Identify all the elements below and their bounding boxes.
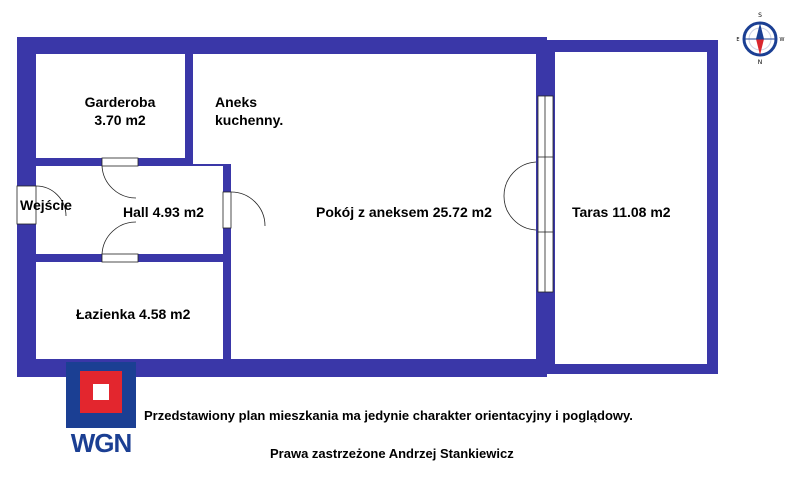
pokoj-label: Pokój z aneksem 25.72 m2: [316, 204, 492, 220]
compass-icon: [734, 8, 786, 66]
logo-text: WGN: [70, 428, 132, 458]
lazienka-label: Łazienka 4.58 m2: [76, 306, 191, 322]
garderoba-area: 3.70 m2: [94, 112, 146, 128]
balcony-window: [538, 96, 553, 292]
copyright-text: Prawa zastrzeżone Andrzej Stankiewicz: [270, 446, 514, 461]
hall-label: Hall 4.93 m2: [123, 204, 204, 220]
compass-north: N: [757, 59, 763, 66]
garderoba-name: Garderoba: [84, 94, 156, 110]
wgn-logo: [66, 362, 136, 458]
taras-label: Taras 11.08 m2: [572, 204, 671, 220]
disclaimer-text: Przedstawiony plan mieszkania ma jedynie charakter orientacyjny i poglądowy.: [144, 408, 633, 423]
compass-west: W: [779, 37, 785, 43]
aneks-line1: Aneks: [215, 94, 258, 110]
compass-east: E: [736, 37, 740, 43]
wejscie-label: Wejście: [20, 197, 72, 213]
compass-south: S: [758, 12, 762, 19]
aneks-label: [215, 93, 283, 129]
aneks-line2: kuchenny.: [215, 112, 284, 128]
room-pokoj: [231, 164, 536, 359]
logo-mark: [66, 362, 136, 428]
garderoba-label: [70, 93, 170, 129]
